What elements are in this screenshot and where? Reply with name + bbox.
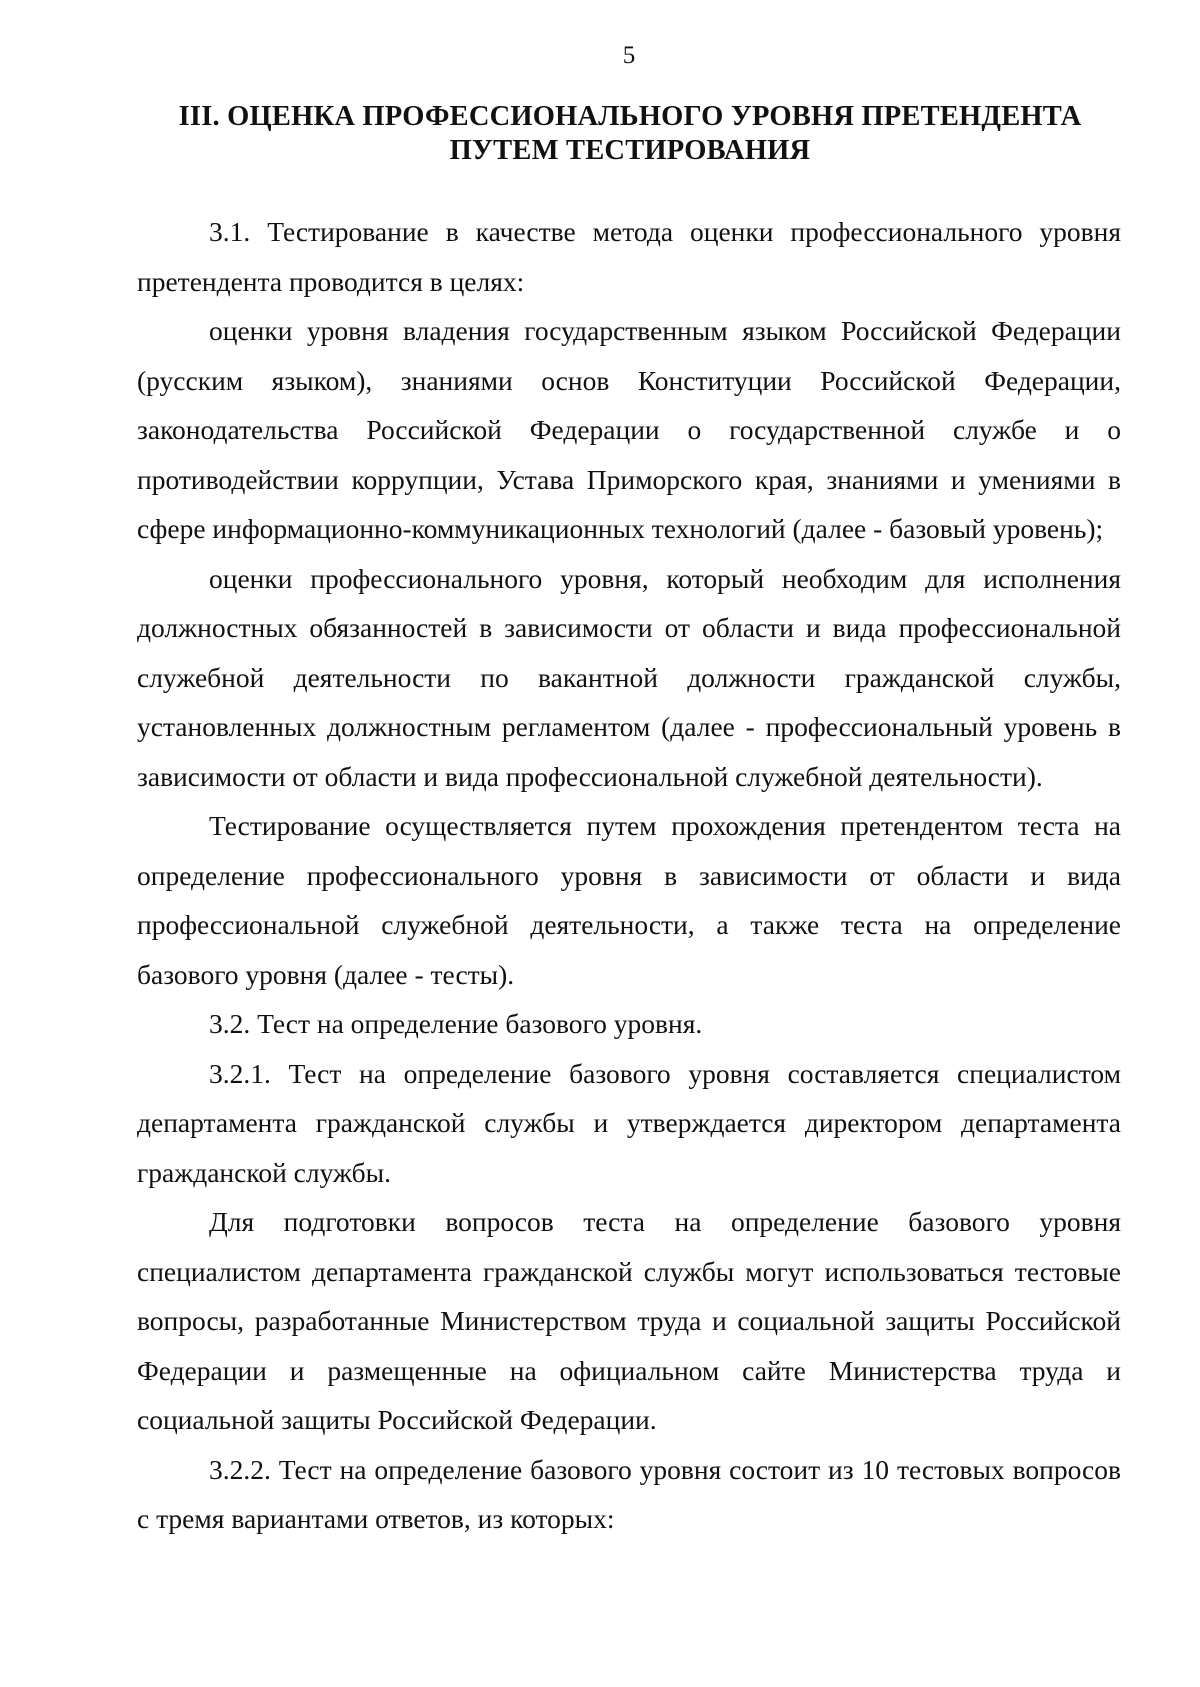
section-title-line-2: ПУТЕМ ТЕСТИРОВАНИЯ (449, 135, 811, 166)
page-number: 5 (622, 42, 636, 69)
paragraph-basic-level: оценки уровня владения государственным языком Российской Федерации (русским языком), знаниями основ Конституции Российской Федерации, законодательства Российской Федерации о государственной службе и о противодействии коррупции, Устава Приморского края, знаниями и умениями в сфере информационно-коммуникационных технологий (далее - базовый уровень); (137, 315, 1121, 544)
document-body (137, 207, 1121, 1544)
paragraph-testing-procedure: Тестирование осуществляется путем прохождения претендентом теста на определение профессионального уровня в зависимости от области и вида профессиональной служебной деятельности, а также теста на определение базового уровня (далее - тесты). (137, 810, 1121, 990)
section-title (80, 100, 1180, 168)
paragraph-3-2: 3.2. Тест на определение базового уровня. (209, 1008, 703, 1039)
paragraph-professional-level: оценки профессионального уровня, который необходим для исполнения должностных обязанностей в зависимости от области и вида профессиональной служебной деятельности по вакантной должности гражданской службы, установленных должностным регламентом (далее - профессиональный уровень в зависимости от области и вида профессиональной служебной деятельности). (137, 562, 1121, 792)
paragraph-3-2-2: 3.2.2. Тест на определение базового уровня состоит из 10 тестовых вопросов с тремя вариантами ответов, из которых: (137, 1453, 1121, 1534)
paragraph-3-2-1: 3.2.1. Тест на определение базового уровня составляется специалистом департамента гражданской службы и утверждается директором департамента гражданской службы. (137, 1057, 1121, 1188)
section-title-line-1: III. ОЦЕНКА ПРОФЕССИОНАЛЬНОГО УРОВНЯ ПРЕТЕНДЕНТА (178, 101, 1082, 132)
paragraph-3-1: 3.1. Тестирование в качестве метода оценки профессионального уровня претендента проводится в целях: (137, 216, 1121, 297)
paragraph-test-questions-source: Для подготовки вопросов теста на определение базового уровня специалистом департамента гражданской службы могут использоваться тестовые вопросы, разработанные Министерством труда и социальной защиты Российской Федерации и размещенные на официальном сайте Министерства труда и социальной защиты Российской Федерации. (137, 1206, 1121, 1435)
